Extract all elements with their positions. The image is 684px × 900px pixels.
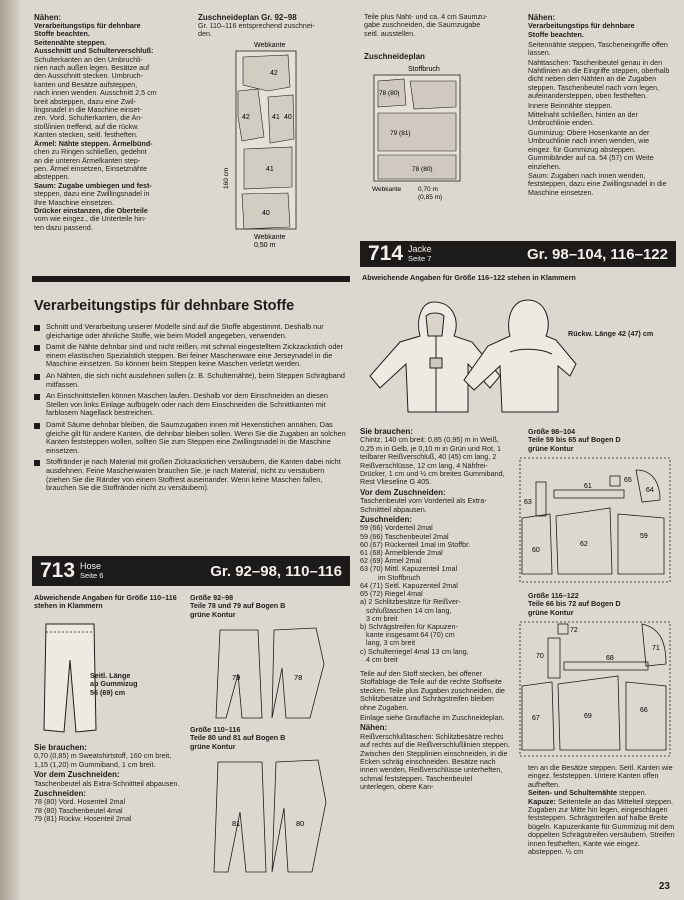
model-number: 713 [40, 559, 76, 582]
need-text: Chintz, 140 cm breit: 0,85 (0,95) m in Weiß, 0,25 m in Gelb, je 0,10 m in Grün und Rot, 1 teilbarer Reißverschluß, 40 (45) cm lang, 2 Reißverschlüsse, 12 cm lang, 4 Nähfrei-Drücker, 1 cm und ½ cm breites Gummiband, Rest Vlieseline G 405. [360, 435, 505, 487]
piece-label: 66 [640, 707, 648, 714]
width-label: 0,70 m [418, 186, 438, 194]
width-label: 0,50 m [254, 241, 276, 249]
text-line: Kanten stecken, seitl. festheften. [34, 130, 138, 140]
diag-713-size2 [212, 756, 332, 878]
text-line: Saum: Zugabe umbiegen und fest- [34, 180, 152, 190]
piece-label: 60 [532, 547, 540, 554]
diag-714-size1 [514, 456, 676, 588]
text-line: Saum: Zugaben nach innen wenden, feststeppen, dazu eine Zwillingsnadel in die Maschine einsetzen. [528, 170, 667, 197]
width-label: (0,85 m) [418, 194, 443, 202]
size-label: Größe 110–116 [190, 725, 241, 734]
text-line: Teile plus Naht- und ca. 4 cm Saumzu- [364, 12, 488, 21]
text-line: zen. Vord. Schulterkanten, die An- [34, 113, 143, 123]
piece-label: 61 [584, 483, 592, 490]
diag-714-size2 [514, 620, 676, 760]
text-line: Seitennähte steppen, Tascheneingriffe offen lassen. [528, 39, 668, 58]
text-line: Schulterkanten an den Umbruchli- [34, 54, 143, 64]
size-sheet: Teile 80 und 81 auf Bogen B [190, 733, 286, 743]
size-sheet: Teile 78 und 79 auf Bogen B [190, 601, 286, 611]
piece-label: 40 [262, 209, 270, 217]
text-line: nien nach außen legen. Besätze auf [34, 63, 150, 73]
cut-item: 78 (80) Vord. Hosenteil 2mal [34, 797, 126, 807]
piece-label: 80 [296, 819, 305, 828]
text-line: Ihre Maschine einsetzen. [34, 197, 114, 207]
cutplan-713-diagram [198, 39, 348, 249]
text-line: Innere Beinnähte steppen. [528, 100, 613, 110]
height-label: 160 cm [223, 167, 230, 189]
text: steppen. [619, 788, 647, 798]
cut-heading: Zuschneiden: [360, 515, 413, 525]
tips-item: An Einschnittstellen können Maschen laufen. Deshalb vor dem Einschneiden an diesen Stellen von links Einlage aufbügeln oder nach dem Einschneiden die Schnittkanten mit farblosem Nagellack bestreichen. [34, 392, 350, 418]
cut-item: 61 (68) Ärmelblende 2mal [360, 548, 443, 558]
webkante-label: Webkante [372, 186, 402, 194]
size-contour: grüne Kontur [190, 741, 236, 751]
text: ten an die Besätze steppen. Seitl. Kanten wie eingez. feststeppen. Untere Kanten offen aufheften. [528, 763, 673, 789]
piece-label: 63 [524, 499, 532, 506]
cut-item: kante insgesamt 64 (70) cm [360, 630, 455, 640]
model-713-header [32, 556, 350, 586]
piece-label: 72 [570, 627, 578, 634]
model-sizes: Gr. 98–104, 116–122 [527, 245, 668, 263]
size-sheet: Teile 66 bis 72 auf Bogen D [528, 599, 621, 609]
cut-list [360, 524, 510, 663]
piece-label: 42 [270, 69, 278, 77]
section-heading: Nähen: [34, 13, 62, 22]
before-text: Taschenbeutel als Extra-Schnittteil abpausen. [34, 778, 180, 788]
model-page: Seite 6 [80, 571, 104, 580]
text-line: chen zu Ringen schließen, gedehnt [34, 147, 147, 157]
diag-714-size2-heading [528, 592, 678, 617]
before-text: Taschenbeutel vom Vorderteil als Extra-Schnittteil abpausen. [360, 496, 487, 514]
piece-label: 40 [284, 113, 292, 121]
top-mid-column [364, 13, 522, 214]
text-line: an die unteren Ärmelkanten step- [34, 155, 141, 165]
size-label: Größe 98–104 [528, 427, 576, 436]
diag-713-size2-heading [190, 726, 350, 751]
fold-label: Stoffbruch [408, 66, 440, 74]
text-line: Drücker einstanzen, die Oberteile [34, 205, 148, 215]
cut-list [34, 798, 184, 823]
piece-label: 69 [584, 713, 592, 720]
top-right-column [528, 13, 674, 198]
need-heading: Sie brauchen: [360, 427, 413, 436]
cut-item: b) Schrägstreifen für Kapuzen- [360, 621, 458, 631]
size-label: Größe 92–98 [190, 593, 234, 602]
webkante-bottom-label: Webkante [254, 233, 286, 241]
cutplan-713-title: Zuschneideplan Gr. 92–98 [198, 13, 297, 22]
size-contour: grüne Kontur [190, 609, 236, 619]
piece-label: 78 (80) [379, 90, 400, 98]
side-length-line: ab Gummizug [90, 679, 138, 689]
text-line: ten dazu passend. [34, 222, 93, 232]
size-sheet: Teile 59 bis 65 auf Bogen D [528, 435, 621, 445]
piece-label: 78 (80) [412, 166, 433, 174]
diag-713-size1 [212, 624, 332, 720]
diag-714-size1-heading [528, 428, 678, 453]
size-label: Größe 116–122 [528, 591, 579, 600]
before-heading: Vor dem Zuschneiden: [360, 487, 446, 497]
model-name-block [80, 562, 103, 580]
cutplan-713-sub2: den. [198, 29, 212, 39]
model-714-header [360, 241, 676, 267]
diag-713-size1-heading [190, 594, 350, 619]
cut-item: 65 (72) Riegel 4mal [360, 589, 423, 599]
text-line: Ärmel: Nähte steppen. Ärmelbünd- [34, 138, 153, 148]
text-line: den Ausschnitt stecken. Umbruch- [34, 71, 144, 81]
piece-label: 71 [652, 645, 660, 652]
tips-item: An Nähten, die sich nicht ausdehnen sollen (z. B. Schulternähte), beim Steppen Schrägband mitfassen. [34, 372, 350, 389]
model-sizes: Gr. 92–98, 110–116 [210, 562, 342, 580]
text-line: stoßlinien treffend, auf die rückw. [34, 121, 139, 131]
piece-label: 41 [272, 113, 280, 121]
piece-label: 64 [646, 487, 654, 494]
cut-item: 3 cm breit [360, 613, 398, 623]
cutplan-714-title: Zuschneideplan [364, 52, 425, 62]
einlage-text: Einlage siehe Graufläche im Zuschneideplan. [360, 712, 505, 722]
tips-item: Stoffränder je nach Material mit großen Zickzackstichen versäubern, die Kanten dabei nicht ausdehnen. Feine Maschenwaren brauchen Sie, je nach Material, nicht zu versäubern (ziehen Sie die Ränder von einem Stoffrest auseinander. Wenn keine Maschen fallen, brauchen Sie die Stoffränder nicht zu versäubern). [34, 458, 350, 492]
text-line: breit absteppen, dazu eine Zwil- [34, 96, 136, 106]
tips-item: Damit die Nähte dehnbar sind und nicht reißen, mit schmal eingestelltem Zickzackstich oder einem elastischen Spezialstich steppen. Bei feiner Maschenware eine Jerseynadel in die Maschine einsetzen. So können beim Steppen keine Maschen verletzt werden. [34, 343, 350, 369]
piece-label: 65 [624, 477, 632, 484]
tips-item: Schnitt und Verarbeitung unserer Modelle sind auf die Stoffe abgestimmt. Deshalb nur gleichartige oder ähnliche Stoffe, wie beim Modell angegeben, verwenden. [34, 323, 350, 340]
text-line: lingsnadel in die Maschine einset- [34, 105, 142, 115]
cut-item: c) Schulterriegel 4mal 13 cm lang, [360, 646, 469, 656]
need-heading: Sie brauchen: [34, 743, 87, 752]
model-number: 714 [368, 242, 404, 265]
cut-item: 60 (67) Rückenteil 1mal im Stoffbr. [360, 539, 471, 549]
cut-item: im Stoffbruch [360, 572, 421, 582]
tips-list [34, 323, 350, 493]
piece-label: 81 [232, 819, 241, 828]
cut-heading: Zuschneiden: [34, 789, 87, 799]
cut-item: 79 (81) Rückw. Hosenteil 2mal [34, 813, 132, 823]
tips-title: Verarbeitungstips für dehnbare Stoffe [34, 298, 295, 314]
piece-label: 79 [232, 673, 241, 682]
model-714-note: Abweichende Angaben für Größe 116–122 stehen in Klammern [362, 273, 576, 282]
piece-label: 41 [266, 165, 274, 173]
text-line: Nahttaschen: Taschenbeutel genau in den Nahtlinien an die Eingriffe steppen, oberhalb dicht neben den Nähten an die Zugaben steppen. Taschenbeutel nach vorn legen, aufeinandersteppen, oben festheften. [528, 57, 670, 101]
webkante-top-label: Webkante [254, 41, 286, 49]
cut-item: lang, 3 cm breit [360, 638, 416, 648]
sew-text: Reißverschlußtaschen: Schlitzbesätze rechts auf rechts auf die Reißverschlußlinien steppen. Zwischen den Stepplinien einschneiden, in die Ecken schräg einschneiden. Besätze nach innen wenden, Reißverschlüsse unterheften, schmal feststeppen. Taschenbeutel unterlegen, obere Kan- [360, 731, 510, 792]
side-length-line: 56 (69) cm [90, 687, 126, 697]
text-line: nach innen wenden. Ausschnitt 2,5 cm [34, 88, 157, 98]
before-heading: Vor dem Zuschneiden: [34, 770, 120, 780]
text-line: Verarbeitungstips für dehnbare [528, 21, 635, 30]
model-name: Jacke [408, 244, 432, 254]
cut-item: 4 cm breit [360, 654, 398, 664]
text-line: Mittelnaht schließen, hinten an der Umbruchlinie enden. [528, 110, 638, 128]
sew-heading: Nähen: [360, 723, 388, 733]
top-left-column [34, 13, 190, 232]
size-contour: grüne Kontur [528, 607, 574, 617]
piece-label: 62 [580, 541, 588, 548]
piece-label: 70 [536, 653, 544, 660]
cutplan-714-diagram [364, 61, 514, 211]
right-bottom-text [528, 764, 676, 858]
text-line: Seitennähte steppen. [34, 37, 107, 47]
size-contour: grüne Kontur [528, 443, 574, 453]
cut-text: Teile auf den Stoff stecken, bei offener Stoffablage die Teile auf die rechte Stoffseite stecken. Teile plus Zugaben zuschneiden, die Schlitzbesätze und Schrägstreifen bleiben ohne Zugaben. [360, 668, 505, 712]
back-length: Rückw. Länge 42 (47) cm [568, 329, 654, 338]
text-line: gabe zuschneiden, die Saumzugabe [364, 20, 481, 30]
section-divider [32, 276, 350, 282]
text-line: Stoffe beachten. [528, 30, 584, 40]
piece-label: 42 [242, 113, 250, 121]
text: Seitenteile an das Mittelteil steppen. Zugaben zur Mitte hin legen, eingeschlagen feststeppen. Schrägstreifen auf halbe Breite bügeln. Kapuzenkante für Gummizug mit dem doppelten Schrägstreifen versäubern. Streifen innen festheften, Kante wie eingez. absteppen. ½ cm [528, 796, 675, 857]
jacket-illustration [360, 292, 578, 422]
cutplan-713 [198, 13, 356, 251]
model-714-instructions [360, 428, 510, 794]
need-text: 0,70 (0,85) m Sweatshirtstoff, 160 cm breit, 1,15 (1,20) m Gummiband, 1 cm breit. [34, 751, 172, 769]
side-length [90, 672, 180, 697]
page-number: 23 [658, 881, 670, 892]
tips-section [34, 298, 350, 496]
cut-item: 64 (71) Seitl. Kapuzenteil 2mal [360, 580, 458, 590]
text-line: Gummizug: Obere Hosenkante an der Umbruchlinie nach innen wenden, wie eingez. für Gummizug absteppen. Gummibänder auf ca. 54 (57) cm Weite einziehen. [528, 127, 654, 171]
piece-label: 79 (81) [390, 130, 411, 138]
model-713-instructions [34, 744, 184, 823]
text-line: pen. Ärmel einsetzen, Einsetznähte [34, 163, 148, 173]
piece-label: 67 [532, 715, 540, 722]
text-line: absteppen. [34, 172, 70, 182]
piece-label: 78 [294, 673, 303, 682]
cut-item: 59 (66) Vorderteil 2mal [360, 523, 433, 533]
text-line: seitl. ausstellen. [364, 28, 416, 38]
text-line: Stoffe beachten. [34, 29, 90, 39]
text-line: vorn wie eingez., die Unterteile hin- [34, 214, 147, 224]
text-line: Ausschnitt und Schulterverschluß: [34, 46, 154, 56]
cutplan-713-sub: Gr. 110–116 entsprechend zuschnei- [198, 21, 315, 30]
subheading: Seiten- und Schulternähte [528, 788, 618, 798]
cut-item: a) 2 Schlitzbesätze für Reißver- [360, 597, 461, 607]
text-line: Verarbeitungstips für dehnbare [34, 21, 141, 30]
side-length-line: Seitl. Länge [90, 671, 131, 680]
subheading: Kapuze: [528, 796, 556, 806]
model-name: Hose [80, 561, 102, 571]
model-713-note: Abweichende Angaben für Größe 110–116 stehen in Klammern [34, 593, 177, 611]
cut-item: 63 (70) Mittl. Kapuzenteil 1mal [360, 564, 458, 574]
cut-item: 59 (66) Taschenbeutel 2mal [360, 531, 449, 541]
piece-label: 68 [606, 655, 614, 662]
cut-item: 78 (80) Taschenbeutel 4mal [34, 805, 123, 815]
tips-item: Damit Säume dehnbar bleiben, die Saumzugaben innen mit Hexenstichen annähen. Das gleiche gilt für andere Kanten, die dehnbar bleiben sollen. Wenn Sie die Zugaben an solchen Kanten feststeppen wollen, sollten Sie zum Steppen eine Zwillingsnadel in die Maschine einsetzen. [34, 421, 350, 455]
model-name-block [408, 245, 432, 263]
section-heading: Nähen: [528, 13, 556, 22]
model-page: Seite 7 [408, 254, 432, 263]
piece-label: 59 [640, 533, 648, 540]
cut-item: 62 (69) Ärmel 2mal [360, 556, 422, 566]
text-line: steppen, dazu eine Zwillingsnadel in [34, 189, 150, 199]
text-line: kanten und Besätze aufsteppen, [34, 79, 138, 89]
cut-item: schlußtaschen 14 cm lang, [360, 605, 452, 615]
